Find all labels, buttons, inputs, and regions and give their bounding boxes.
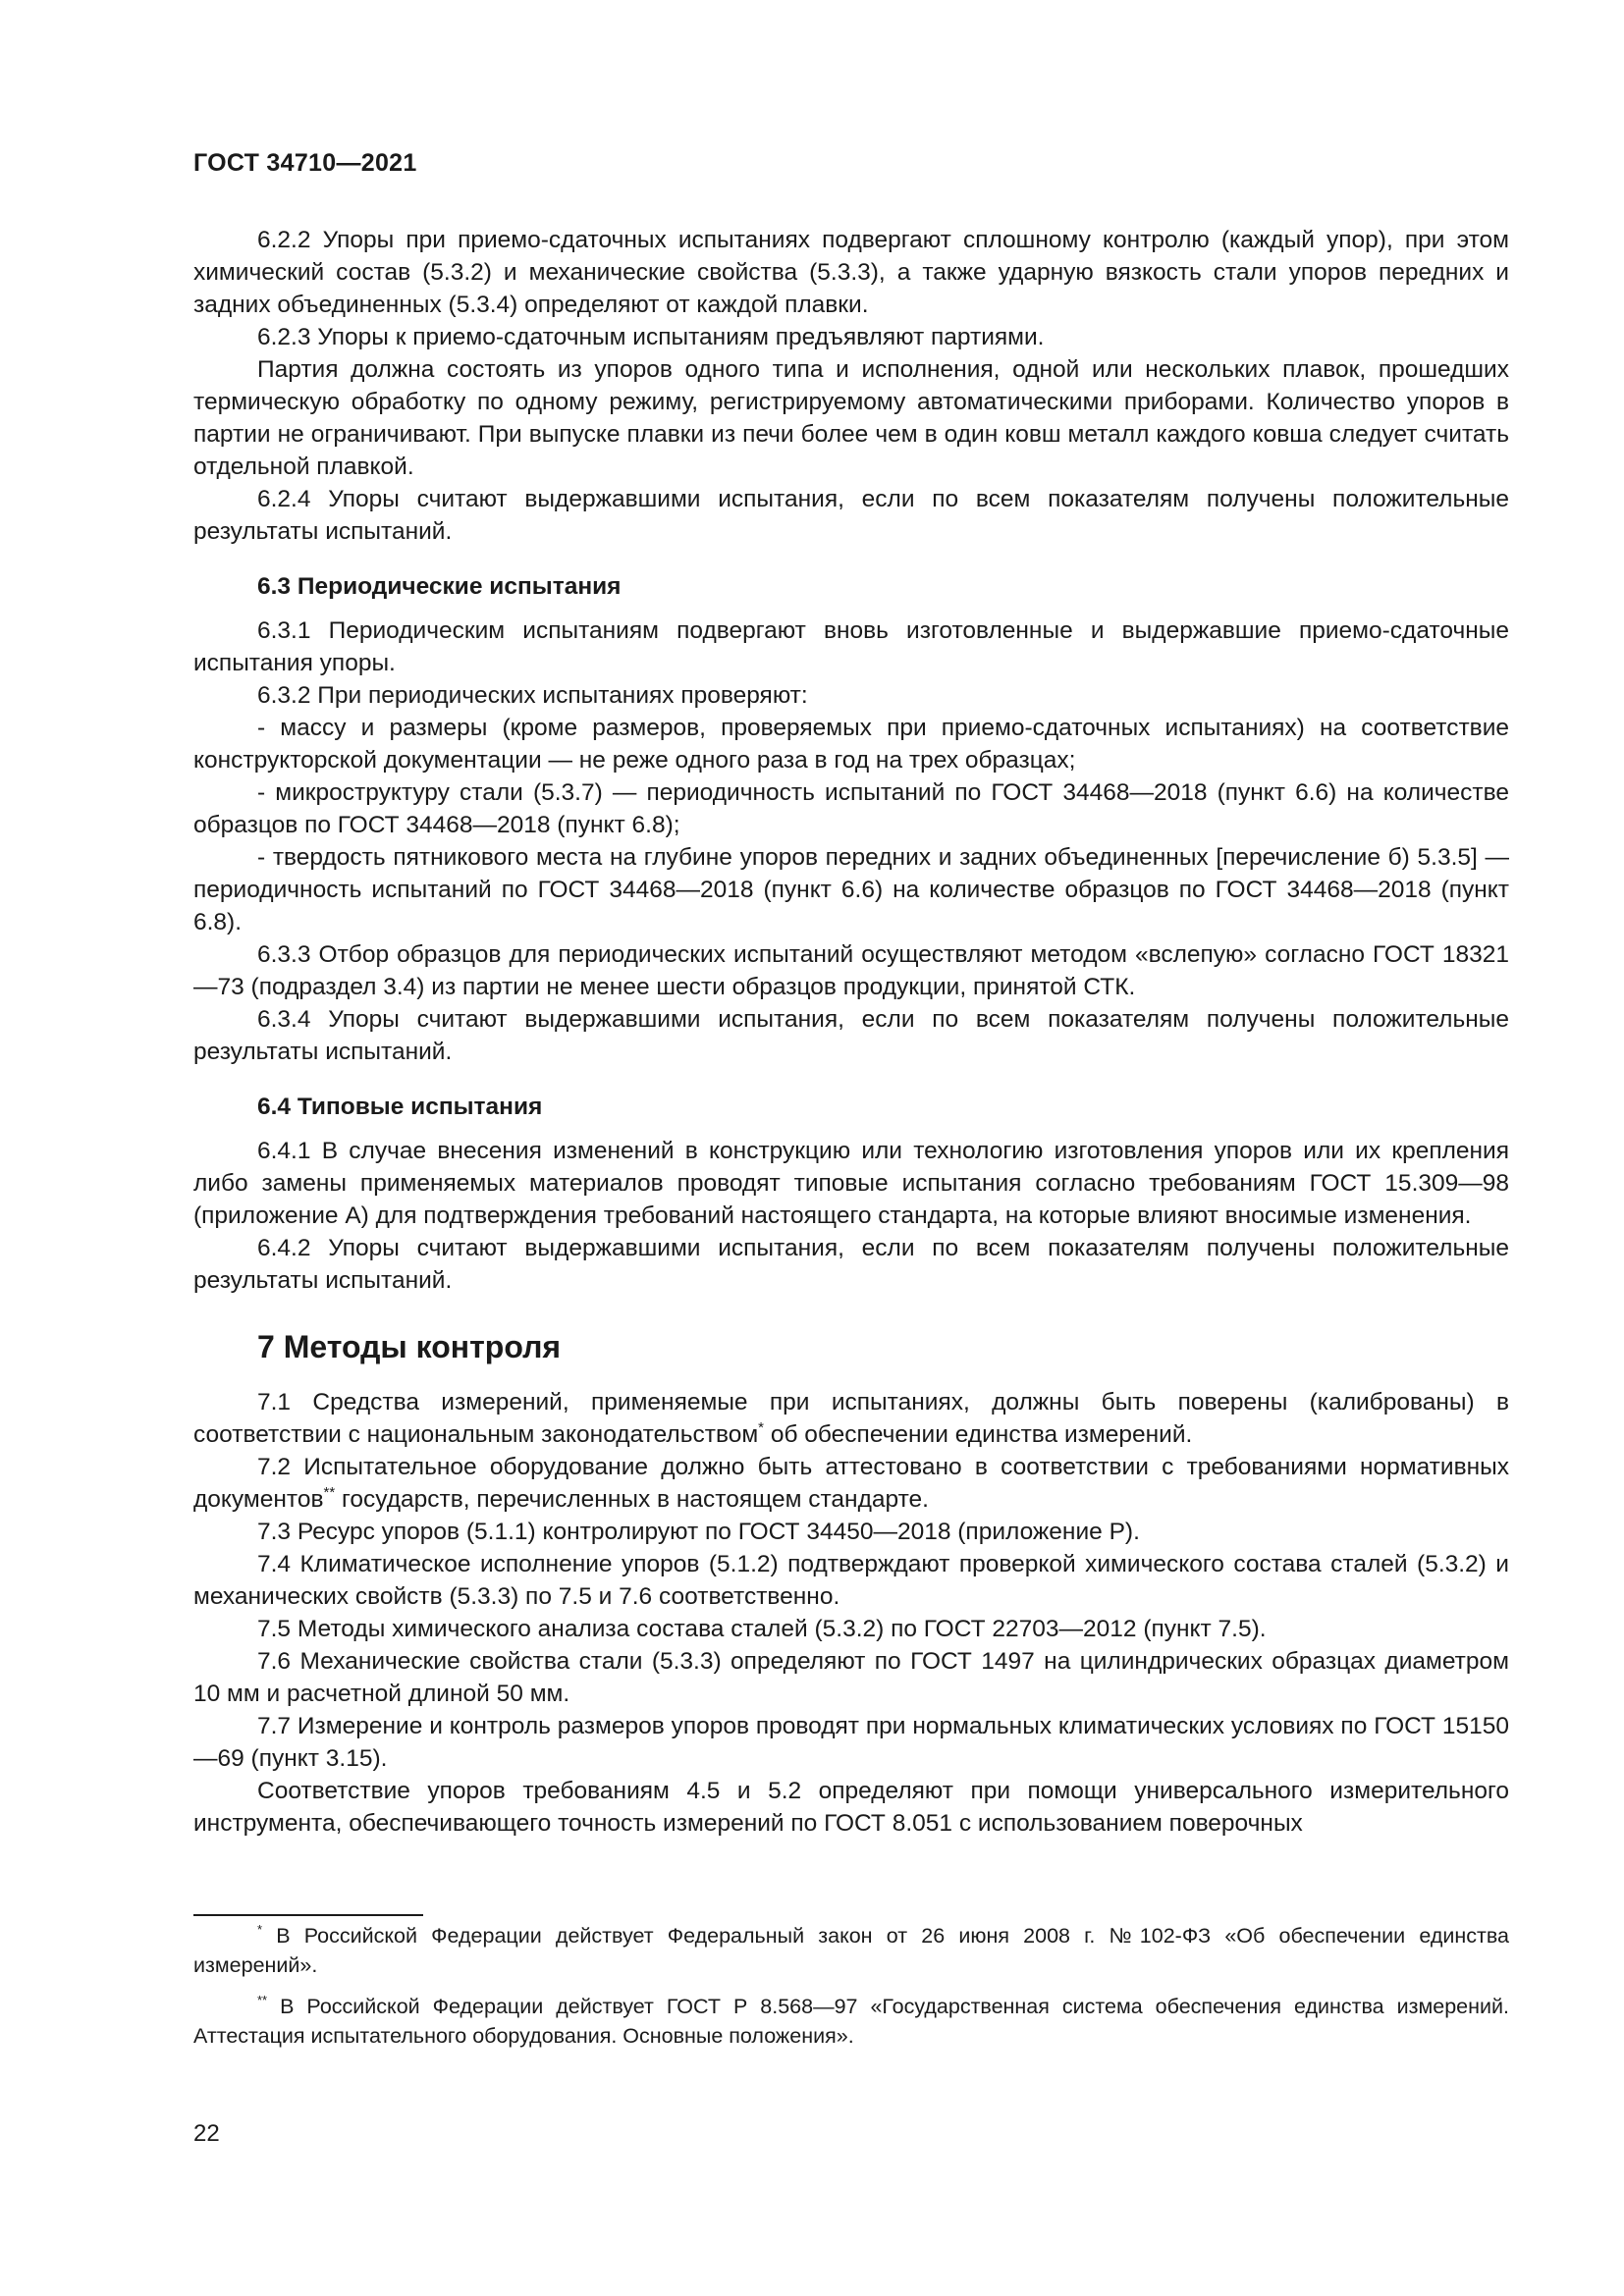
list-item: - твердость пятникового места на глубине упоров передних и задних объединенных [перечисление б) 5.3.5] — периодичность испытаний по ГОСТ 34468—2018 (пункт 6.6) на количестве образцов по ГОСТ 34468—2018 (пункт 6.8). [193, 844, 1509, 935]
paragraph-7-1-text: 7.1 Средства измерений, применяемые при испытаниях, должны быть поверены (калиброваны) в соответствии с национальным законодательством [193, 1389, 1509, 1448]
footnote-ref-2: ** [323, 1484, 336, 1501]
paragraph-7-6: 7.6 Механические свойства стали (5.3.3) определяют по ГОСТ 1497 на цилиндрических образцах диаметром 10 мм и расчетной длиной 50 мм. [193, 1648, 1509, 1707]
paragraph-7-1-tail: об обеспечении единства измерений. [764, 1421, 1193, 1448]
paragraph-6-2-2: 6.2.2 Упоры при приемо-сдаточных испытаниях подвергают сплошному контролю (каждый упор), при этом химический состав (5.3.2) и механические свойства (5.3.3), а также ударную вязкость стали упоров передних и задних объединенных (5.3.4) определяют от каждой плавки. [193, 227, 1509, 318]
paragraph-7-1 [193, 1386, 1509, 1451]
heading-6-4: 6.4 Типовые испытания [257, 1094, 543, 1120]
list-item: - массу и размеры (кроме размеров, проверяемых при приемо-сдаточных испытаниях) на соответствие конструкторской документации — не реже одного раза в год на трех образцах; [193, 715, 1509, 774]
footnote-ref-1: * [758, 1419, 765, 1436]
paragraph-6-4-2: 6.4.2 Упоры считают выдержавшими испытания, если по всем показателям получены положительные результаты испытаний. [193, 1235, 1509, 1294]
list-item: - микроструктуру стали (5.3.7) — периодичность испытаний по ГОСТ 34468—2018 (пункт 6.6) на количестве образцов по ГОСТ 34468—2018 (пункт 6.8); [193, 779, 1509, 838]
footnote-2-text: В Российской Федерации действует ГОСТ Р 8.568—97 «Государственная система обеспечения единства измерений. Аттестация испытательного оборудования. Основные положения». [193, 1995, 1509, 2048]
footnote-mark-1: * [257, 1922, 263, 1937]
paragraph-7-3: 7.3 Ресурс упоров (5.1.1) контролируют по ГОСТ 34450—2018 (приложение Р). [257, 1519, 1140, 1545]
footnotes [193, 1914, 1509, 2062]
paragraph-7-4: 7.4 Климатическое исполнение упоров (5.1.2) подтверждают проверкой химического состава сталей (5.3.2) и механических свойств (5.3.3) по 7.5 и 7.6 соответственно. [193, 1551, 1509, 1610]
paragraph-7-2-text: 7.2 Испытательное оборудование должно быть аттестовано в соответствии с требованиями нормативных документов [193, 1454, 1509, 1513]
footnote-divider [193, 1914, 423, 1916]
footnote-1-text: В Российской Федерации действует Федеральный закон от 26 июня 2008 г. №102-ФЗ «Об обеспечении единства измерений». [193, 1924, 1509, 1977]
footnote-2 [193, 1992, 1509, 2051]
paragraph-6-3-3: 6.3.3 Отбор образцов для периодических испытаний осуществляют методом «вслепую» согласно ГОСТ 18321—73 (подраздел 3.4) из партии не менее шести образцов продукции, принятой СТК. [193, 941, 1509, 1000]
paragraph-6-3-1: 6.3.1 Периодическим испытаниям подвергают вновь изготовленные и выдержавшие приемо-сдаточные испытания упоры. [193, 617, 1509, 676]
paragraph-7-2 [193, 1451, 1509, 1516]
paragraph-7-2-tail: государств, перечисленных в настоящем стандарте. [335, 1486, 929, 1513]
footnote-1 [193, 1921, 1509, 1980]
heading-7: 7 Методы контроля [257, 1329, 562, 1364]
document-body [193, 224, 1509, 1840]
document-header: ГОСТ 34710—2021 [193, 149, 417, 177]
paragraph-7-7: 7.7 Измерение и контроль размеров упоров проводят при нормальных климатических условиях по ГОСТ 15150—69 (пункт 3.15). [193, 1713, 1509, 1772]
paragraph-6-2-3: 6.2.3 Упоры к приемо-сдаточным испытаниям предъявляют партиями. [257, 324, 1045, 350]
paragraph-6-2-3-batch: Партия должна состоять из упоров одного типа и исполнения, одной или нескольких плавок, прошедших термическую обработку по одному режиму, регистрируемому автоматическими приборами. Количество упоров в партии не ограничивают. При выпуске плавки из печи более чем в один ковш металл каждого ковша следует считать отдельной плавкой. [193, 356, 1509, 480]
paragraph-7-7-cont: Соответствие упоров требованиям 4.5 и 5.2 определяют при помощи универсального измерительного инструмента, обеспечивающего точность измерений по ГОСТ 8.051 с использованием поверочных [193, 1778, 1509, 1837]
paragraph-6-3-2: 6.3.2 При периодических испытаниях проверяют: [257, 682, 808, 709]
paragraph-6-4-1: 6.4.1 В случае внесения изменений в конструкцию или технологию изготовления упоров или их крепления либо замены применяемых материалов проводят типовые испытания согласно требованиям ГОСТ 15.309—98 (приложение А) для подтверждения требований настоящего стандарта, на которые влияют вносимые изменения. [193, 1138, 1509, 1229]
footnote-mark-2: ** [257, 1993, 268, 2007]
page-number: 22 [193, 2120, 220, 2147]
paragraph-7-5: 7.5 Методы химического анализа состава сталей (5.3.2) по ГОСТ 22703—2012 (пункт 7.5). [257, 1616, 1267, 1642]
paragraph-6-3-4: 6.3.4 Упоры считают выдержавшими испытания, если по всем показателям получены положительные результаты испытаний. [193, 1006, 1509, 1065]
paragraph-6-2-4: 6.2.4 Упоры считают выдержавшими испытания, если по всем показателям получены положительные результаты испытаний. [193, 486, 1509, 545]
heading-6-3: 6.3 Периодические испытания [257, 573, 622, 600]
